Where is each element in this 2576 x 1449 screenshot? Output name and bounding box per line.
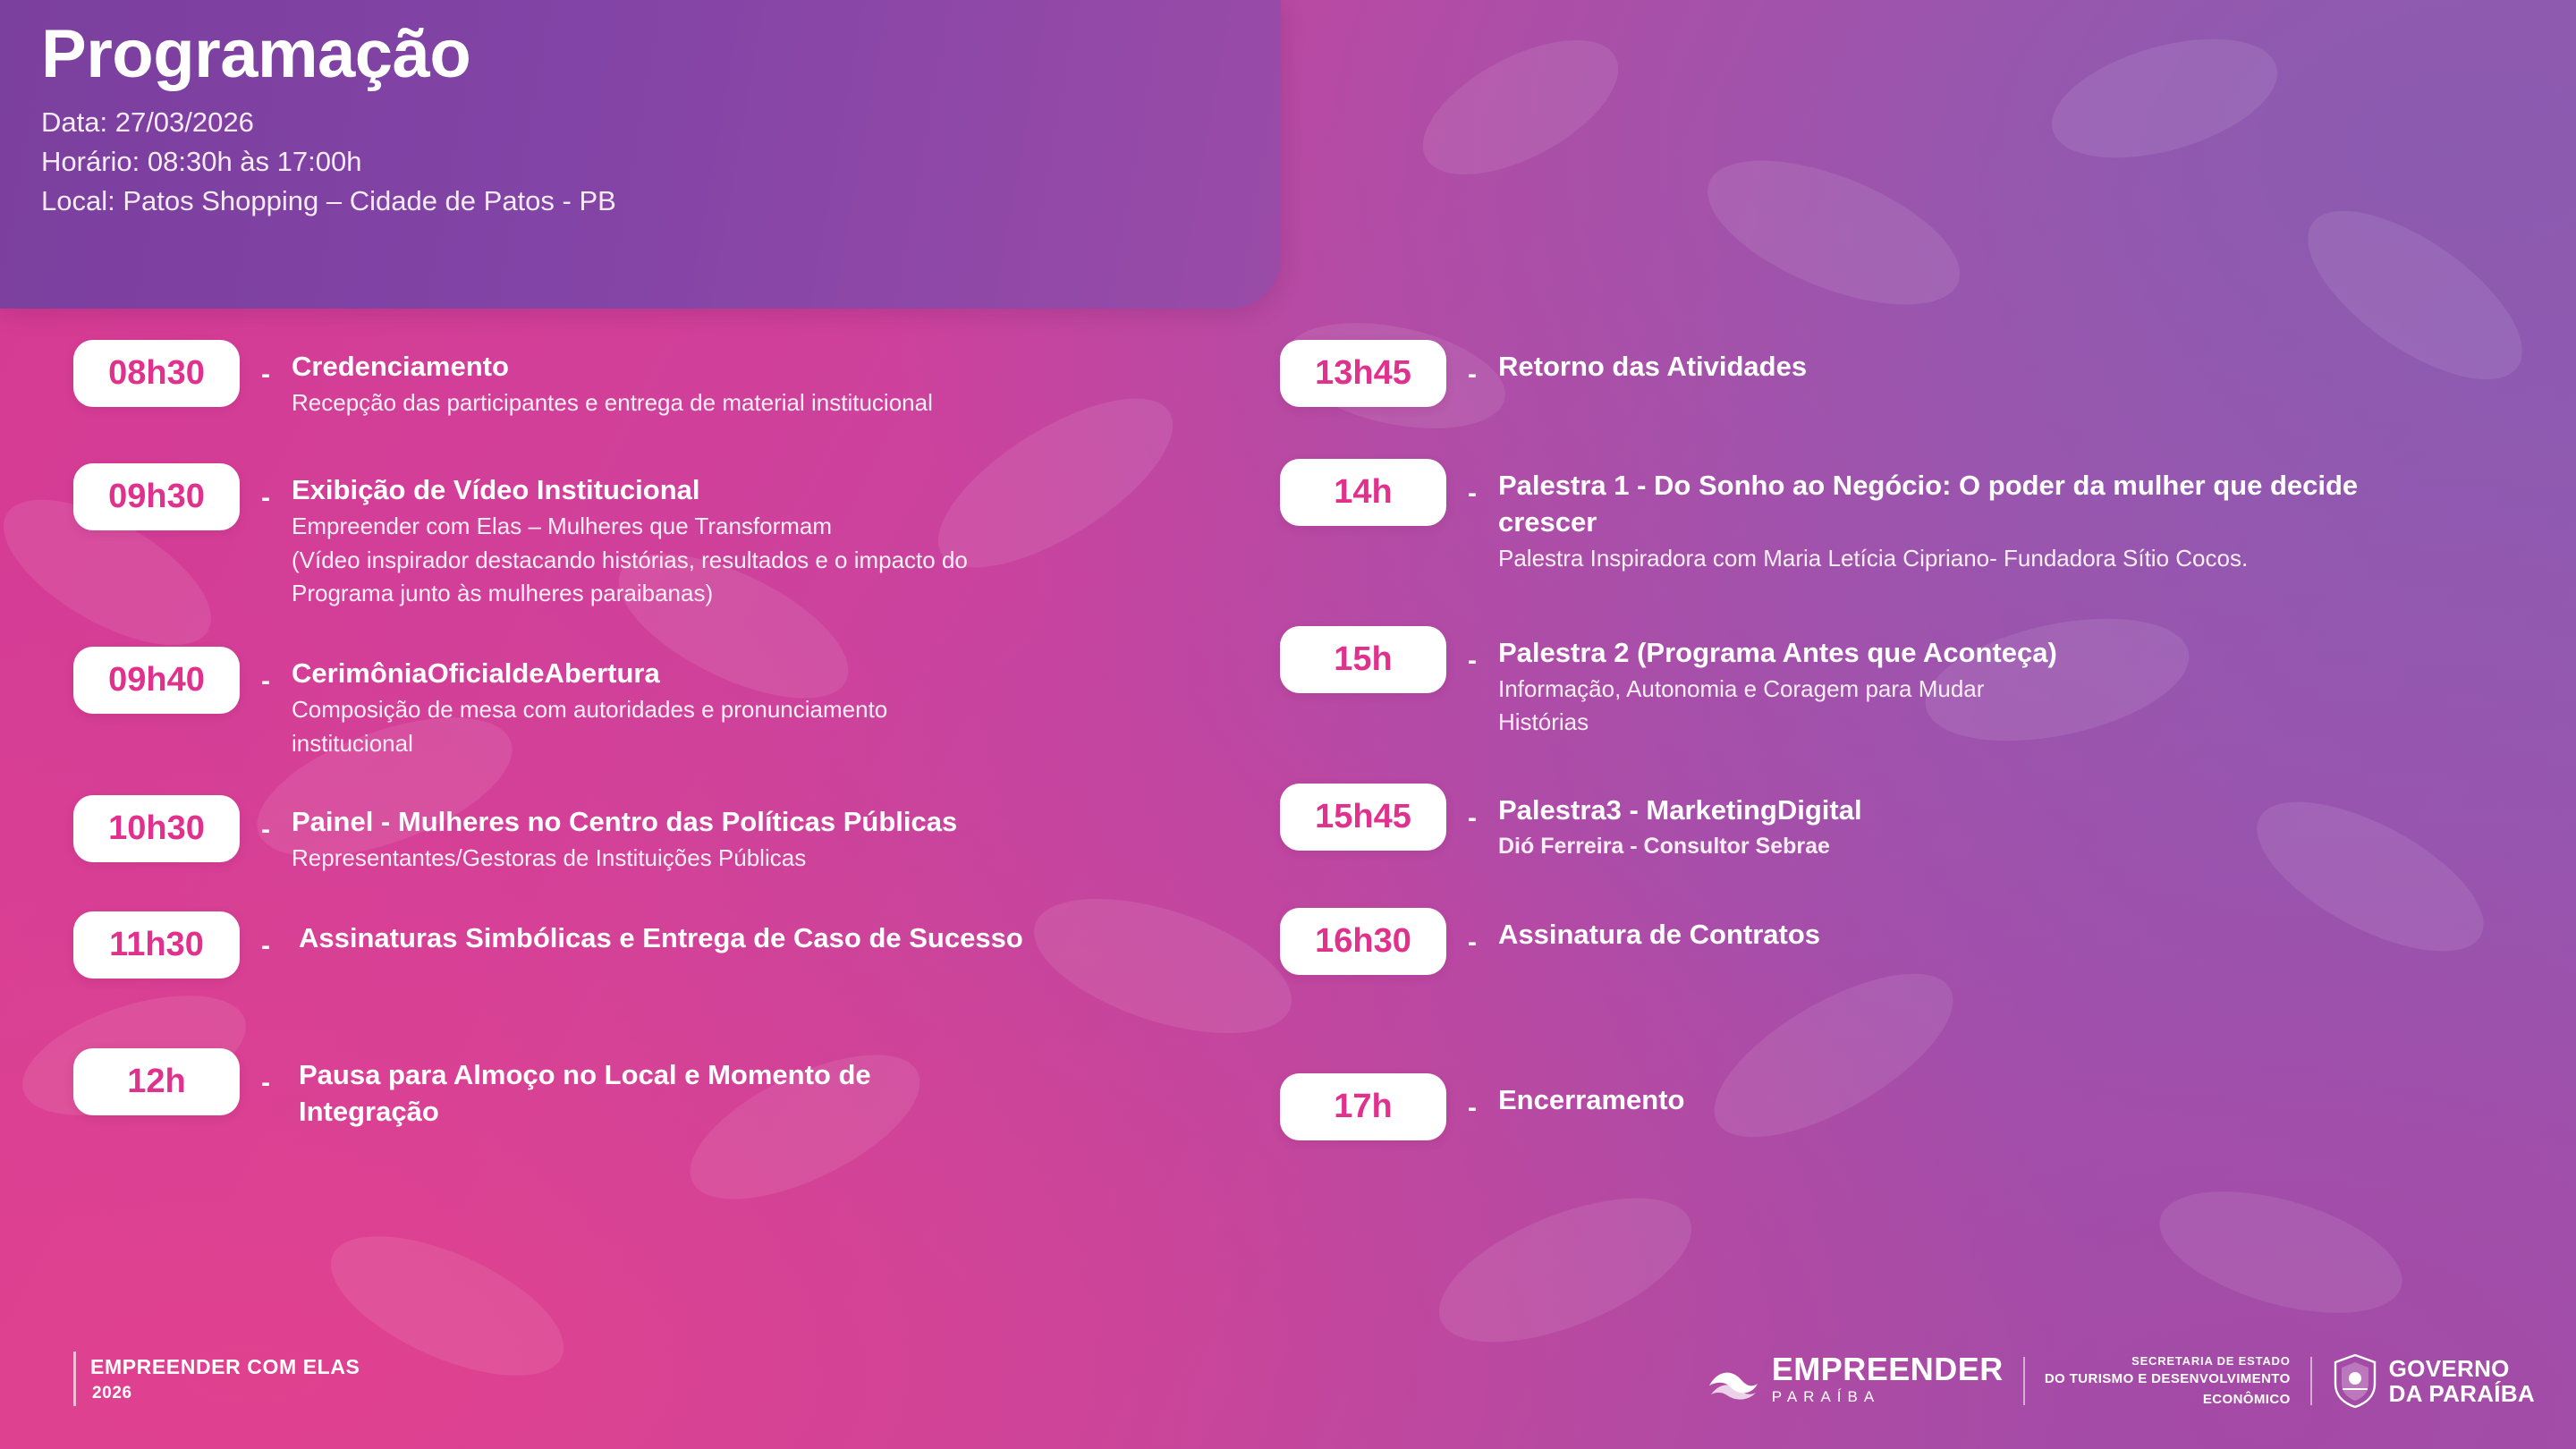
item-texts xyxy=(292,1048,1261,1131)
schedule-item xyxy=(1280,459,2540,574)
coat-of-arms-icon xyxy=(2332,1353,2378,1409)
item-separator: - xyxy=(261,814,270,844)
secretaria-line-2: DO TURISMO E DESENVOLVIMENTO xyxy=(2044,1371,2291,1386)
item-subtitle: institucional xyxy=(292,729,413,757)
item-subtitle: Programa junto às mulheres paraibanas) xyxy=(292,579,714,606)
schedule-item xyxy=(1280,626,2540,739)
secretaria-line-1: SECRETARIA DE ESTADO xyxy=(2131,1353,2291,1368)
time-chip: 17h xyxy=(1280,1073,1446,1140)
footer-brand-name: EMPREENDER COM ELAS xyxy=(90,1354,360,1378)
time-chip: 10h30 xyxy=(73,795,240,862)
time-chip: 16h30 xyxy=(1280,908,1446,975)
governo-line-1: GOVERNO xyxy=(2388,1354,2510,1382)
time-chip: 08h30 xyxy=(73,340,240,407)
item-title: Retorno das Atividades xyxy=(1498,351,1808,382)
footer-divider xyxy=(73,1352,76,1406)
item-subtitle: Recepção das participantes e entrega de material institucional xyxy=(292,388,933,416)
footer-brand xyxy=(90,1352,360,1406)
item-title: Assinatura de Contratos xyxy=(1498,918,1821,950)
item-title: Assinaturas Simbólicas e Entrega de Caso de Sucesso xyxy=(299,922,1023,954)
footer-brand-block xyxy=(73,1352,360,1406)
time-chip: 12h xyxy=(73,1048,240,1115)
logo-separator xyxy=(2023,1357,2025,1405)
schedule-item xyxy=(73,340,1261,419)
event-date: Data: 27/03/2026 xyxy=(41,106,254,139)
item-texts xyxy=(1498,784,2540,861)
item-title: Palestra3 - MarketingDigital xyxy=(1498,793,1862,826)
logo-governo xyxy=(2332,1353,2535,1409)
item-title: Exibição de Vídeo Institucional xyxy=(292,474,700,506)
secretaria-line-3: ECONÔMICO xyxy=(2202,1391,2291,1407)
event-time: Horário: 08:30h às 17:00h xyxy=(41,146,362,178)
item-texts xyxy=(292,340,1261,419)
logo-separator xyxy=(2310,1357,2312,1405)
item-separator: - xyxy=(261,931,270,962)
item-texts xyxy=(292,463,1261,609)
item-texts xyxy=(1498,626,2540,739)
logo-governo-text xyxy=(2389,1356,2535,1406)
item-separator: - xyxy=(1468,802,1477,833)
schedule-item xyxy=(73,911,1261,979)
item-texts xyxy=(1498,459,2540,574)
logo-empreender xyxy=(1706,1353,2004,1409)
item-subtitle: Representantes/Gestoras de Instituições Públicas xyxy=(292,843,807,871)
time-chip: 15h45 xyxy=(1280,784,1446,851)
time-chip: 15h xyxy=(1280,626,1446,693)
schedule-item xyxy=(73,647,1261,759)
footer-brand-year: 2026 xyxy=(92,1384,132,1403)
time-chip: 11h30 xyxy=(73,911,240,979)
item-separator: - xyxy=(261,666,270,697)
item-separator: - xyxy=(1468,927,1477,957)
schedule-column-left xyxy=(0,340,1279,1140)
schedule-columns xyxy=(0,340,2576,1140)
item-texts xyxy=(292,647,1261,759)
item-subtitle: Dió Ferreira - Consultor Sebrae xyxy=(1498,833,1830,859)
logo-secretaria xyxy=(2045,1352,2291,1411)
time-chip: 09h30 xyxy=(73,463,240,530)
schedule-item xyxy=(1280,784,2540,861)
item-separator: - xyxy=(1468,360,1477,389)
schedule-column-right xyxy=(1279,340,2576,1140)
item-separator: - xyxy=(1468,479,1477,508)
header-panel xyxy=(0,0,1281,309)
item-separator: - xyxy=(1468,646,1477,676)
logo-empreender-sub: PARAÍBA xyxy=(1771,1388,1881,1405)
item-subtitle: Histórias xyxy=(1498,708,1589,736)
item-separator: - xyxy=(261,1068,270,1098)
item-separator: - xyxy=(261,483,270,513)
item-subtitle: Informação, Autonomia e Coragem para Mudar xyxy=(1498,675,1985,703)
item-title: Palestra 1 - Do Sonho ao Negócio: O poder da mulher que decide crescer xyxy=(1498,470,2359,538)
schedule-item xyxy=(1280,1073,2540,1140)
logo-empreender-text xyxy=(1772,1353,2004,1409)
time-chip: 13h45 xyxy=(1280,340,1446,407)
item-texts xyxy=(292,795,1261,874)
item-subtitle: Composição de mesa com autoridades e pronunciamento xyxy=(292,696,888,724)
item-title: Encerramento xyxy=(1498,1083,1685,1115)
item-title: CerimôniaOficialdeAbertura xyxy=(292,657,660,690)
footer-logos xyxy=(1706,1352,2535,1411)
wave-icon xyxy=(1706,1359,1761,1403)
item-texts xyxy=(1498,340,2540,386)
item-title: Pausa para Almoço no Local e Momento de Integração xyxy=(299,1059,871,1128)
item-texts xyxy=(1498,908,2540,953)
item-subtitle: Palestra Inspiradora com Maria Letícia Cipriano- Fundadora Sítio Cocos. xyxy=(1498,544,2249,572)
item-separator: - xyxy=(261,360,270,389)
schedule-item xyxy=(73,1048,1261,1131)
item-title: Palestra 2 (Programa Antes que Aconteça) xyxy=(1498,637,2057,669)
item-separator: - xyxy=(1468,1092,1477,1123)
item-subtitle: Empreender com Elas – Mulheres que Transformam xyxy=(292,513,833,540)
item-subtitle: (Vídeo inspirador destacando histórias, resultados e o impacto do xyxy=(292,546,968,573)
schedule-item xyxy=(73,795,1261,874)
item-texts xyxy=(1498,1073,2540,1119)
item-title: Painel - Mulheres no Centro das Políticas Públicas xyxy=(292,805,958,837)
header-content xyxy=(41,16,1240,221)
time-chip: 14h xyxy=(1280,459,1446,526)
item-title: Credenciamento xyxy=(292,351,509,382)
schedule-item xyxy=(1280,908,2540,975)
time-chip: 09h40 xyxy=(73,647,240,714)
schedule-item xyxy=(1280,340,2540,407)
governo-line-2: DA PARAÍBA xyxy=(2388,1379,2535,1407)
item-texts xyxy=(292,911,1261,957)
logo-empreender-name: EMPREENDER xyxy=(1771,1351,2004,1387)
page-title: Programação xyxy=(41,16,471,92)
event-location: Local: Patos Shopping – Cidade de Patos - PB xyxy=(41,185,616,217)
schedule-item xyxy=(73,463,1261,609)
